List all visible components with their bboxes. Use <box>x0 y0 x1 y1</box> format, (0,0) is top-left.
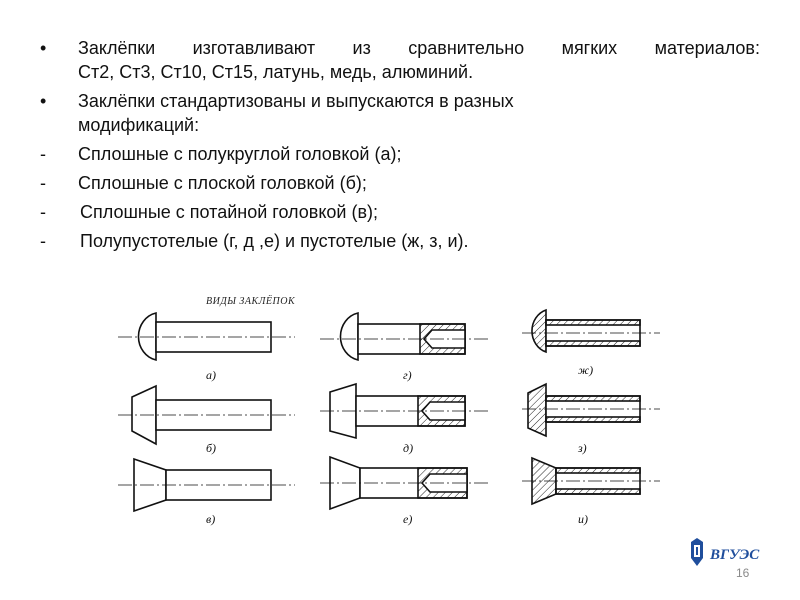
bullet-item-materials <box>40 36 760 84</box>
label-zh: ж) <box>578 363 594 377</box>
bullet-item-round-head <box>40 142 760 166</box>
bullet-line: Сплошные с потайной головкой (в); <box>80 202 379 222</box>
label-b: б) <box>206 441 217 455</box>
bullet-line: Заклёпки стандартизованы и выпускаются в разных <box>78 91 514 111</box>
dash-marker: - <box>40 231 46 251</box>
bullet-text <box>78 36 760 84</box>
label-a: а) <box>206 368 216 382</box>
rivet-c-drawing <box>118 459 295 511</box>
bullet-marker: • <box>40 38 47 58</box>
bullet-item-standardized <box>40 89 760 137</box>
bullet-item-flat-head <box>40 171 760 195</box>
logo-text: ВГУЭС <box>710 547 760 563</box>
label-e: е) <box>403 512 413 526</box>
rivet-g-drawing <box>320 313 490 360</box>
rivet-i-drawing <box>522 458 660 504</box>
bullet-line: Заклёпки изготавливают из сравнительно мягких материалов: <box>78 38 760 58</box>
dash-marker: - <box>40 202 46 222</box>
rivet-e-drawing <box>320 457 490 509</box>
bullet-line: Сплошные с полукруглой головкой (а); <box>78 144 402 164</box>
bullet-item-hollow <box>40 229 760 253</box>
label-d: д) <box>403 441 414 455</box>
label-g: г) <box>403 368 412 382</box>
rivet-drawing <box>110 290 670 540</box>
university-logo <box>683 536 763 572</box>
rivet-a-drawing <box>118 313 295 360</box>
label-v: в) <box>206 512 216 526</box>
page-number: 16 <box>736 566 750 580</box>
rivet-zh-drawing <box>522 310 660 352</box>
dash-marker: - <box>40 144 46 164</box>
label-z: з) <box>578 441 587 455</box>
bullet-line: Полупустотелые (г, д ,е) и пустотелые (ж, з, и). <box>80 231 469 251</box>
bullet-line: модификаций: <box>78 115 200 135</box>
bullet-line: Сплошные с плоской головкой (б); <box>78 173 367 193</box>
rivet-d-drawing <box>320 384 490 438</box>
rivet-types-figure <box>110 290 670 540</box>
bullet-item-countersunk-head <box>40 200 760 224</box>
university-emblem-icon <box>683 536 763 572</box>
dash-marker: - <box>40 173 46 193</box>
bullet-marker: • <box>40 91 47 111</box>
rivet-b-drawing <box>118 386 295 444</box>
rivet-z-drawing <box>522 384 660 436</box>
figure-title: ВИДЫ ЗАКЛЁПОК <box>206 296 296 307</box>
bullet-list <box>40 36 760 253</box>
bullet-line: Ст2, Ст3, Ст10, Ст15, латунь, медь, алюминий. <box>78 62 474 82</box>
bullet-text <box>78 89 760 137</box>
label-i: и) <box>578 512 588 526</box>
